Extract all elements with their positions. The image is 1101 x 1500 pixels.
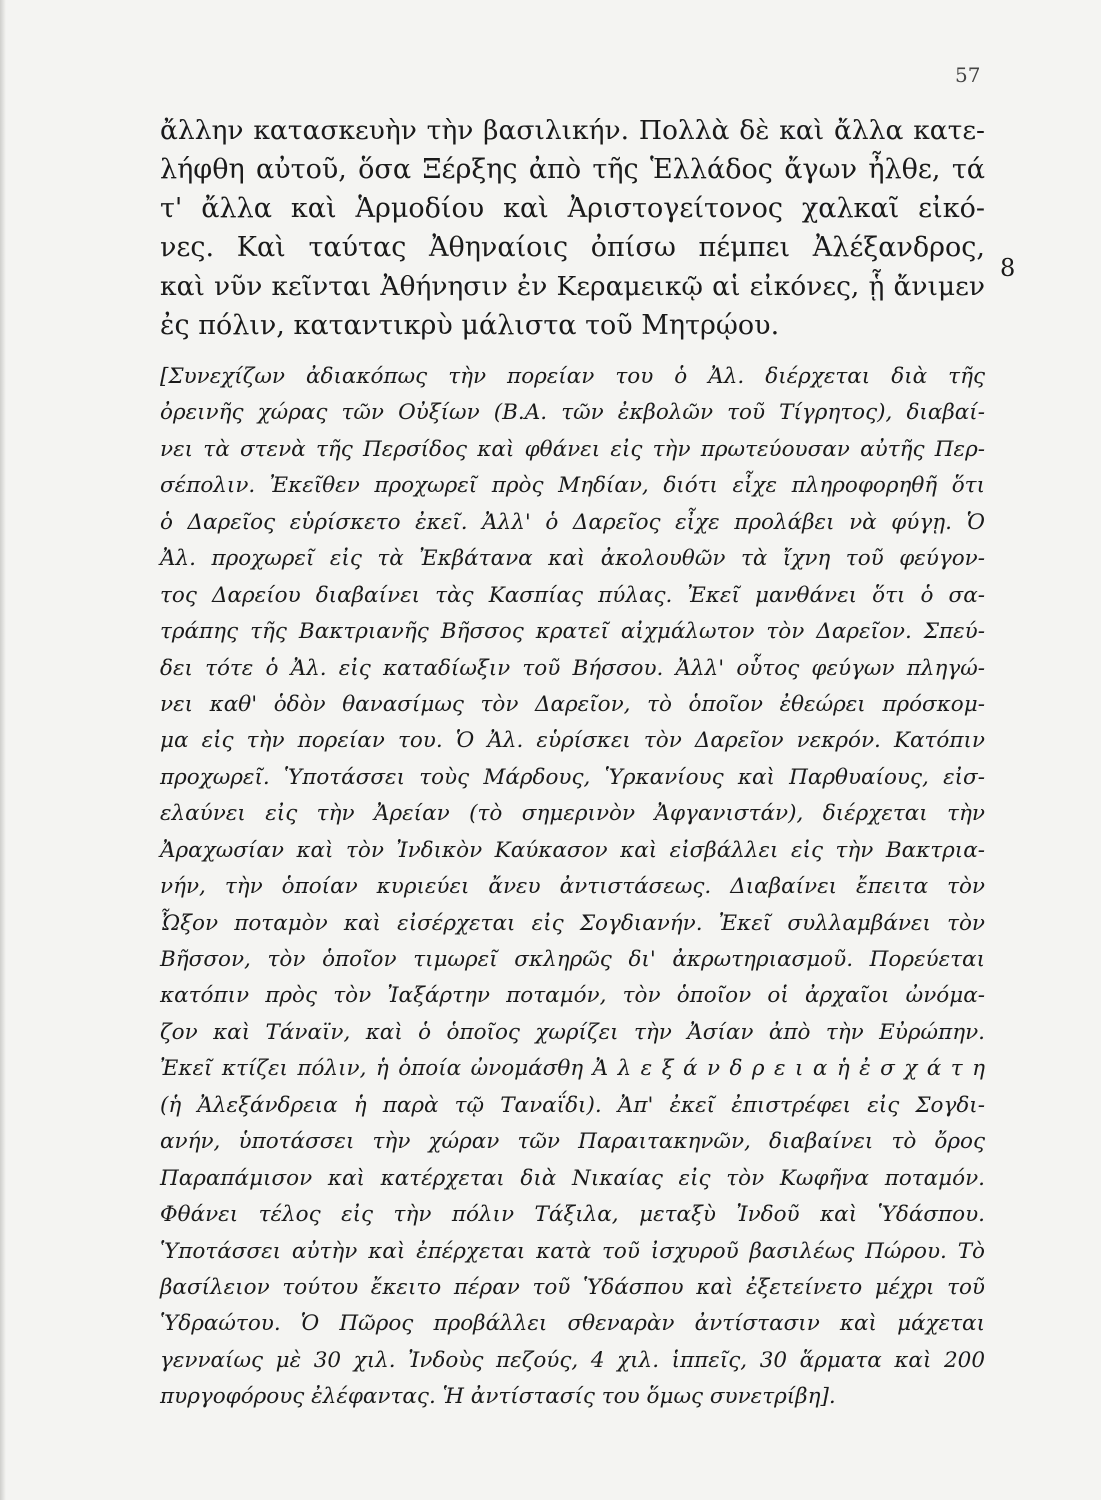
main-text-line: καὶ νῦν κεῖνται Ἀθήνησιν ἐν Κεραμεικῷ αἱ εἰκόνες, ᾗ ἄνιμεν xyxy=(160,271,985,302)
main-text-line: ἐς πόλιν, καταντικρὺ μάλιστα τοῦ Μητρῴου. xyxy=(160,310,780,341)
main-text-line: λήφθη αὐτοῦ, ὅσα Ξέρξης ἀπὸ τῆς Ἑλλάδος ἄγων ἦλθε, τά xyxy=(160,154,985,185)
main-text-line: νες. Καὶ ταύτας Ἀθηναίοις ὀπίσω πέμπει Ἀλέξανδρος, xyxy=(160,232,985,263)
commentary-line: γενναίως μὲ 30 χιλ. Ἰνδοὺς πεζούς, 4 χιλ. ἱππεῖς, 30 ἅρματα καὶ 200 xyxy=(160,1347,985,1373)
commentary-line: Παραπάμισον καὶ κατέρχεται διὰ Νικαίας εἰς τὸν Κωφῆνα ποταμόν. xyxy=(160,1165,985,1191)
commentary-line: νει καθ' ὁδὸν θανασίμως τὸν Δαρεῖον, τὸ ὁποῖον ἐθεώρει πρόσκομ- xyxy=(160,691,985,717)
margin-line-number: 8 xyxy=(1000,254,1016,282)
commentary-line: βασίλειον τούτου ἔκειτο πέραν τοῦ Ὑδάσπου καὶ ἐξετείνετο μέχρι τοῦ xyxy=(160,1274,985,1300)
commentary-line: Ἀλ. προχωρεῖ εἰς τὰ Ἐκβάτανα καὶ ἀκολουθῶν τὰ ἴχνη τοῦ φεύγον- xyxy=(160,546,985,572)
commentary-line: [Συνεχίζων ἀδιακόπως τὴν πορείαν του ὁ Ἀλ. διέρχεται διὰ τῆς xyxy=(160,364,985,389)
commentary-line: Βῆσσον, τὸν ὁποῖον τιμωρεῖ σκληρῶς δι' ἀκρωτηριασμοῦ. Πορεύεται xyxy=(160,947,985,972)
commentary-line: Ἀραχωσίαν καὶ τὸν Ἰνδικὸν Καύκασον καὶ εἰσβάλλει εἰς τὴν Βακτρια- xyxy=(160,837,985,863)
commentary-line: νει τὰ στενὰ τῆς Περσίδος καὶ φθάνει εἰς τὴν πρωτεύουσαν αὐτῆς Περ- xyxy=(160,436,985,462)
page-edge xyxy=(0,0,6,1500)
commentary-line: Ὑποτάσσει αὐτὴν καὶ ἐπέρχεται κατὰ τοῦ ἰσχυροῦ βασιλέως Πώρου. Τὸ xyxy=(160,1238,985,1264)
commentary-line: ὀρεινῆς χώρας τῶν Οὐξίων (Β.Α. τῶν ἐκβολῶν τοῦ Τίγρητος), διαβαί- xyxy=(160,400,985,426)
commentary-line: προχωρεῖ. Ὑποτάσσει τοὺς Μάρδους, Ὑρκανίους καὶ Παρθυαίους, εἰσ- xyxy=(160,764,985,790)
commentary-line: μα εἰς τὴν πορείαν του. Ὁ Ἀλ. εὑρίσκει τὸν Δαρεῖον νεκρόν. Κατόπιν xyxy=(160,728,985,754)
commentary-line: ανήν, ὑποτάσσει τὴν χώραν τῶν Παραιτακηνῶν, διαβαίνει τὸ ὄρος xyxy=(160,1129,985,1155)
commentary-line: πυργοφόρους ἐλέφαντας. Ἡ ἀντίστασίς του ὅμως συνετρίβη]. xyxy=(160,1384,836,1410)
commentary-line: δει τότε ὁ Ἀλ. εἰς καταδίωξιν τοῦ Βήσσου. Ἀλλ' οὗτος φεύγων πληγώ- xyxy=(160,655,985,681)
commentary-line: κατόπιν πρὸς τὸν Ἰαξάρτην ποταμόν, τὸν ὁποῖον οἱ ἀρχαῖοι ὠνόμα- xyxy=(160,983,985,1009)
main-text-line: τ' ἄλλα καὶ Ἁρμοδίου καὶ Ἀριστογείτονος χαλκαῖ εἰκό- xyxy=(160,193,985,224)
commentary-line: Ἐκεῖ κτίζει πόλιν, ἡ ὁποία ὠνομάσθη Ἀ λ ε ξ ά ν δ ρ ε ι α ἡ ἐ σ χ ά τ η xyxy=(160,1056,985,1082)
commentary-line: νήν, τὴν ὁποίαν κυριεύει ἄνευ ἀντιστάσεως. Διαβαίνει ἔπειτα τὸν xyxy=(160,874,985,900)
commentary-line: Ὦξον ποταμὸν καὶ εἰσέρχεται εἰς Σογδιανήν. Ἐκεῖ συλλαμβάνει τὸν xyxy=(160,910,985,936)
commentary-line: Φθάνει τέλος εἰς τὴν πόλιν Τάξιλα, μεταξὺ Ἰνδοῦ καὶ Ὑδάσπου. xyxy=(160,1202,985,1228)
commentary-line: σέπολιν. Ἐκεῖθεν προχωρεῖ πρὸς Μηδίαν, διότι εἶχε πληροφορηθῆ ὅτι xyxy=(160,473,985,499)
commentary-text xyxy=(160,359,985,1416)
commentary-line: τος Δαρείου διαβαίνει τὰς Κασπίας πύλας. Ἐκεῖ μανθάνει ὅτι ὁ σα- xyxy=(160,582,985,608)
commentary-line: ελαύνει εἰς τὴν Ἀρείαν (τὸ σημερινὸν Ἀφγανιστάν), διέρχεται τὴν xyxy=(160,801,985,827)
commentary-line: τράπης τῆς Βακτριανῆς Βῆσσος κρατεῖ αἰχμάλωτον τὸν Δαρεῖον. Σπεύ- xyxy=(160,619,985,645)
commentary-line: ζον καὶ Τάναϊν, καὶ ὁ ὁποῖος χωρίζει τὴν Ἀσίαν ἀπὸ τὴν Εὐρώπην. xyxy=(160,1019,985,1045)
commentary-line: Ὑδραώτου. Ὁ Πῶρος προβάλλει σθεναρὰν ἀντίστασιν καὶ μάχεται xyxy=(160,1311,985,1337)
page-number: 57 xyxy=(955,63,981,87)
main-text-line: ἄλλην κατασκευὴν τὴν βασιλικήν. Πολλὰ δὲ καὶ ἄλλα κατε- xyxy=(160,115,985,146)
main-text xyxy=(160,111,985,345)
commentary-line: ὁ Δαρεῖος εὑρίσκετο ἐκεῖ. Ἀλλ' ὁ Δαρεῖος εἶχε προλάβει νὰ φύγῃ. Ὁ xyxy=(160,509,985,535)
commentary-line: (ἡ Ἀλεξάνδρεια ἡ παρὰ τῷ Ταναΐδι). Ἀπ' ἐκεῖ ἐπιστρέφει εἰς Σογδι- xyxy=(160,1092,985,1118)
